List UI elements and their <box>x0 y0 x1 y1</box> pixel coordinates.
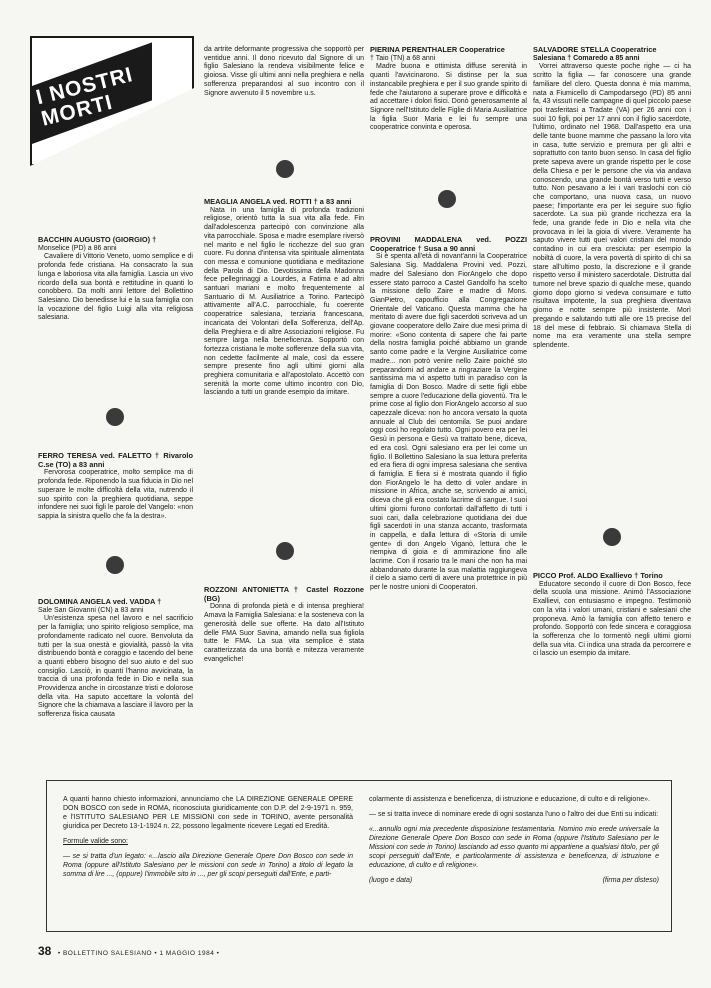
obituary-entry <box>38 598 193 720</box>
legal-notice-formulas: Formule valide sono: <box>63 838 128 845</box>
column-2 <box>204 46 364 98</box>
column-1 <box>38 236 193 325</box>
column-1b <box>38 452 193 524</box>
obituary-text: Fervorosa cooperatrice, molto semplice ma di profonda fede. Riponendo la sua fiducia in Dio nel superare le molte difficoltà della vita, nutrendo il suo spirito con la preghiera quotidiana, seppe infondere nei suoi figli le parole del Vangelo: «non sappia la sinistra quello che fa la destra». <box>38 469 193 520</box>
obituary-text: da artrite deformante progressiva che sopportò per ventidue anni. Il dono ricevuto dal Signore di un figlio Salesiano la rendeva visibilmente felice e gioiosa. Visse gli ultimi anni nella preghiera e nella sofferenza preparandosi al suo incontro con il Signore avvenuto il 5 novembre u.s. <box>204 46 364 97</box>
obituary-place: Monselice (PD) a 86 anni <box>38 244 117 252</box>
column-2b <box>204 198 364 400</box>
legal-notice-intro: A quanti hanno chiesto informazioni, annunciamo che LA DIREZIONE GENERALE OPERE DON BOSCO con sede in ROMA, riconosciuta giuridicamente con D.P. del 2-9-1971 n. 959, e l'ISTITUTO SALESIANO PER LE MISSIONI con sede in TORINO, avente personalità giuridica per Decreto 13-1-1924 n. 22, possono legalmente ricevere Legati ed Eredità. <box>63 796 353 830</box>
bullet-dot <box>106 408 124 426</box>
legal-notice-will: «...annullo ogni mia precedente disposizione testamentaria. Nomino mio erede universale la Direzione Generale Opere Don Bosco con sede in Roma (oppure l'Istituto Salesiano per le Missioni con sede in Torino) lasciando ad esso quanto mi appartiene a qualsiasi titolo, per gli scopi perseguiti dall'Ente, e particolarmente di assistenza e beneficenza, di istruzione e educazione, di culto e di religione». <box>369 826 659 869</box>
obituary-text: Nata in una famiglia di profonda tradizioni religiose, orientò tutta la sua vita alla fede. Fin dall'adolescenza partecipò con convinzione alla vita parrocchiale. Sposa e madre esemplare riversò nel marito e nel figlio le ricchezze del suo gran cuore. Fu donna d'intensa vita spirituale alimentata con messa e comunione quotidiana e meditazione della Parola di Dio. Devotissima della Madonna fece pellegrinaggi a Lourdes, a Fatima e ad altri santuari mariani e molto frequentemente al Santuario di M. Ausiliatrice a Torino. Partecipò attivamente all'A.C. parrocchiale, fu coerente cooperatrice salesiana, terziaria francescana, incaricata dei Volontari della Sofferenza, dell'Ap. della Preghiera e di altre Associazioni religiose. Fu sempre larga nella beneficenza. Sopportò con fortezza cristiana le molte sofferenze della sua vita, non cedette facilmente al male, così da essere sempre presente fino agli ultimi giorni alla preghiera comunitaria e all'apostolato. Accettò con serenità la morte come ultimo incontro con Dio, lasciando a tutti un grande esempio da imitare. <box>204 206 364 397</box>
obituary-text: Si è spenta all'età di novant'anni la Cooperatrice Salesiana Sig. Maddalena Provini ved. Pozzi, madre del Salesiano don FiorAngelo che dopo essere stato parroco a Castel Gandolfo ha scelto la missione dello Zaire e madre di Mons. GianPietro, capoufficio alla Congregazione Orientale del Vaticano. Questa mamma che ha meritato di avere due figli sacerdoti scriveva ad un giovane cooperatore dello Zaire due mesi prima di morire: «Sono contenta di sapere che fai parte della nostra famiglia poiché abbiamo un grande santo come padre e la Vergine Ausiliatrice come madre... non potrò venire nello Zaire poiché sto preparandomi ad andare a ringraziare la Vergine santissima ma vi aspetto tutti in paradiso con la famiglia di Don Bosco. Madre di sette figli ebbe sempre a cuore l'educazione della gioventù. Tra le prime cose al figlio don FiorAngelo accorso al suo capezzale diceva: non ho ancora versato la quota annuale al Club dei centomila. Se puoi andare oggi così ho regolato tutto. Ogni povero era per lei Gesù in persona e Gesù va trattato bene, diceva, ed era così. Ogni salesiano era per lei come un figlio. Il Bollettino Salesiano la sua lettura preferita ed era fiera di ogni impresa salesiana che sentiva di famiglia. E fiera si è mostrata quando il figlio don FiorAngelo le ha detto di voler andare in missione in Africa, anche se, scrivendo ai amici, diceva che gli era costato lacrime di sangue. I suoi ultimi giorni furono confortati dall'affetto di tutti i suoi cari, dalla celebrazione quotidiana dei due figli sacerdoti in una stanza accanto, trasformata in cappella, e dalla lettura di «Storia di umile gente» di don Angelo Viganò, lettura che le riempiva di gioia e di ammirazione fino alle lacrime. Con il rosario tra le mani che non ha mai abbandonato durante la sua malattia raggiungeva il cielo a siamo certi di avere una protettrice in più per le nostre unioni di Cooperatori. <box>370 253 527 592</box>
obituary-place: † Taio (TN) a 68 anni <box>370 54 436 62</box>
obituary-entry <box>204 198 364 398</box>
legal-notice-box <box>46 780 672 932</box>
obituary-name: BACCHIN AUGUSTO (GIORGIO) † <box>38 235 157 244</box>
obituary-name: FERRO TERESA ved. FALETTO † Rivarolo C.se (TO) a 83 anni <box>38 451 193 469</box>
legal-notice-heir: — se si tratta invece di nominare erede di ogni sostanza l'uno o l'altro dei due Enti su indicati: <box>369 811 659 818</box>
obituary-entry <box>204 586 364 664</box>
bullet-dot <box>276 160 294 178</box>
place-date-label: (luogo e data) <box>369 877 413 884</box>
obituary-entry <box>533 572 691 659</box>
obituary-name: MEAGLIA ANGELA ved. ROTTI † a 83 anni <box>204 197 352 206</box>
column-2c <box>204 586 364 666</box>
column-4b <box>533 572 691 661</box>
legal-notice-legacy: — se si tratta d'un legato: «...lascio alla Direzione Generale Opere Don Bosco con sede in Roma (oppure all'Istituto Salesiano per le missioni con sede in Torino) a titolo di legato la somma di lire ..., (oppure) l'immobile sito in ..., per gli scopi perseguiti dall'Ente, e parti- <box>63 853 353 878</box>
legal-notice-right <box>369 795 659 891</box>
obituary-text: Cavaliere di Vittorio Veneto, uomo semplice e di profonda fede cristiana. Ha consacrato la sua lunga e laboriosa vita alla famiglia. Lascia un vivo ricordo della sua bontà e rettitudine in quanti lo conobbero. Da molti anni lettore del Bollettino Salesiano. Dio benedisse lui e la sua famiglia con la vocazione del figlio Luigi alla vita religiosa salesiana. <box>38 253 193 322</box>
bullet-dot <box>276 542 294 560</box>
obituary-name: DOLOMINA ANGELA ved. VADDA † <box>38 597 162 606</box>
obituary-name: SALVADORE STELLA Cooperatrice <box>533 45 657 54</box>
obituary-place: Salesiana † Comaredo a 85 anni <box>533 54 640 62</box>
obituary-text: Un'esistenza spesa nel lavoro e nel sacrificio per la famiglia; uno spirito religioso semplice, ma profondamente radicato nel cuore. Benvoluta da tutti per la sua onestà e giovialità, passò la vita distribuendo bontà e coraggio e tacendo del bene a quanti ebbero bisogno del suo aiuto e del suo consiglio. Lasciò, in quanti l'hanno avvicinata, la traccia di una profonda fede in Dio e nella sua Provvidenza anche in circostanze tristi e dolorose della vita. Ha saputo accettare la volontà del Signore che la chiamava a lasciare il lavoro per la sofferenza fisica causata <box>38 615 193 719</box>
column-4 <box>533 46 691 353</box>
obituary-text: Madre buona e ottimista diffuse serenità in quanti l'avvicinarono. Si distinse per la sua instancabile preghiera e per il suo grande spirito di fede che l'aiutarono a superare prove e difficoltà e ad accettare i dolori fisici. Donò generosamente al Signore nell'Istituto delle Figlie di Maria Ausiliatrice la figlia Suor Maria e lei fu sempre una cooperatrice convinta e operosa. <box>370 63 527 132</box>
obituary-text: Donna di profonda pietà e di intensa preghiera! Amava la Famiglia Salesiana: e la sosteneva con la generosità delle sue offerte. Ha dato all'Istituto delle FMA Suor Savina, amando nella sua figliola tutte le FMA. La sua vita semplice è stata caratterizzata da una bontà e mitezza veramente evangeliche! <box>204 603 364 663</box>
section-title: I NOSTRI MORTI <box>33 63 136 131</box>
obituary-text: Vorrei attraverso queste poche righe — ci ha scritto la figlia — far conoscere una grande familiare del clero. Questa donna è mia mamma, nata a Fiumicello di Campodarsego (PD) 85 anni fa, 43 vissuti nelle campagne di quel piccolo paese poi trasferitasi a Tradate (VA) per 26 anni con i suoi 10 figli, poi per 17 anni con il figlio sacerdote, l'ultimo, ordinato nel 1968. Dall'aspetto era una delle tante buone mamme che passano la loro vita in casa, tutte servizio e premura per gli altri e soprattutto con tanto buon senso. In casa del figlio prete sapeva avere un grande rispetto per le cose della Chiesa e per le persone che via via andava conoscendo, una grande bontà verso tutti e verso tutto. Non pesavano a lei i vari traslochi con ciò che comportano, una nuova casa, un nuovo paese; l'importante era per lei seguire suo figlio sacerdote. La sua più grande ricchezza era la fede, una grande fede in Dio e nella vita che provocava in lei la gioia di vivere. Veramente ha saputo vivere tutti quei valori cristiani del mondo contadino in cui era cresciuta: per esempio la nobiltà di cuore, la vera povertà di spirito di chi sa stare all'ultimo posto, la discrezione e il grande rispetto verso il ministero sacerdotale. Distrutta dal tumore nel breve spazio di qualche mese, quando giorno dopo giorno si vedeva consumare e tutto risultava impotente, la sua preghiera diventava giorno e notte sempre più insistente. Morì pregando e salutando tutti alle ore 15 precise del 18 del mese di febbraio. Si chiamava Stella di nome ma era veramente una stella sempre splendente. <box>533 63 691 349</box>
obituary-name: PROVINI MADDALENA ved. POZZI Cooperatrice † Susa a 90 anni <box>370 235 527 253</box>
column-3 <box>370 46 527 135</box>
publication-reference: • BOLLETTINO SALESIANO • 1 MAGGIO 1984 • <box>57 950 220 957</box>
bullet-dot <box>603 528 621 546</box>
obituary-name: ROZZONI ANTONIETTA † Castel Rozzone (BG) <box>204 585 364 603</box>
signature-label: (firma per disteso) <box>602 877 659 884</box>
obituary-entry <box>38 236 193 323</box>
column-1c <box>38 598 193 722</box>
obituary-entry <box>370 236 527 593</box>
obituary-name: PICCO Prof. ALDO Exallievo † Torino <box>533 571 663 580</box>
obituary-entry <box>533 46 691 351</box>
legal-notice-left <box>63 795 353 885</box>
obituary-entry <box>38 452 193 522</box>
obituary-name: PIERINA PERENTHALER Cooperatrice <box>370 45 505 54</box>
page-number: 38 <box>38 944 52 958</box>
column-3b <box>370 236 527 595</box>
obituary-text: Educatore secondo il cuore di Don Bosco, fece della scuola una missione. Animò l'Associazione Exallievi, con entusiasmo e impegno. Testimoniò con la vita i valori umani, cristiani e salesiani che proponeva. Amò la famiglia con affetto tenero e profondo. Sopportò con fede sincera e coraggiosa la sofferenza che lo tormentò negli ultimi giorni della sua vita. Ci indica una strada da percorrere e ci lascio un esempio da imitare. <box>533 580 691 658</box>
obituary-place: Sale San Giovanni (CN) a 83 anni <box>38 606 144 614</box>
legal-notice-purposes: colarmente di assistenza e beneficenza, di istruzione e educazione, di culto e di religione». <box>369 796 650 803</box>
legal-notice-signature <box>369 876 659 885</box>
obituary-entry <box>370 46 527 133</box>
page-footer <box>38 944 219 958</box>
bullet-dot <box>106 556 124 574</box>
bullet-dot <box>438 190 456 208</box>
